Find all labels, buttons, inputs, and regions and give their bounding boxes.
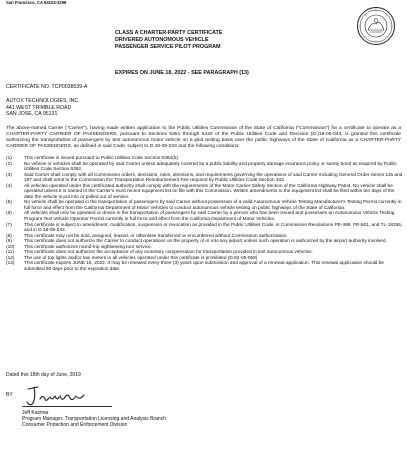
holder-street: 441 WEST TRIMBLE ROAD [6, 104, 72, 111]
signer-block [22, 410, 166, 429]
condition-item [6, 184, 403, 201]
condition-number: (9) [6, 239, 12, 245]
condition-number: (2) [6, 161, 12, 167]
condition-item [6, 162, 403, 173]
condition-text: This certificate may not be sold, assigned, leased, or otherwise transferred or encumbered without Commission authorization. [24, 233, 288, 239]
condition-number: (12) [6, 255, 15, 261]
condition-number: (11) [6, 250, 15, 256]
holder-city: SAN JOSE, CA 95131 [6, 111, 58, 118]
header-line-1: CLASS A CHARTER-PARTY CERTIFICATE [115, 30, 223, 36]
holder-name: AUTOX TECHNOLOGIES, INC. [6, 98, 80, 104]
header-line-3: PASSENGER SERVICE PILOT PROGRAM [115, 43, 221, 50]
condition-number: (4) [6, 183, 12, 189]
condition-item [6, 173, 403, 184]
condition-number: (6) [6, 211, 12, 217]
condition-text: This certificate authorizes round-trip sightseeing tour service. [24, 244, 153, 250]
certificate-number: CERTIFICATE NO. TCP0038539-A [6, 84, 88, 90]
condition-text: No vehicle shall be operated in the transportation of passengers by said Carrier without possession of a valid Autonomous Vehicle Testing Manufacturer's Testing Permit currently in full force and effect from the California Department of Motor Vehicles to conduct autonomous vehicle testing on public highways of the State of California. [24, 200, 402, 211]
condition-text: This certificate expires JUNE 18, 2022. It may be renewed every three (3) years upon submission and approval of a renewal application. This renewal application should be submitted 90 days prior to the expiration date. [24, 261, 385, 272]
signature-line [22, 406, 112, 407]
signer-title: Program Manager, Transportation Licensing and Analysis Branch [22, 416, 166, 423]
dated-line: Dated this 18th day of June, 2019 [6, 372, 81, 378]
condition-text: This certificate does not authorize the Carrier to conduct operations on the property of or into any airport unless such operation is authorized by the airport authority involved. [24, 239, 387, 245]
by-label: BY [6, 392, 13, 398]
condition-item [6, 200, 403, 211]
certificate-header [115, 30, 222, 50]
condition-number: (8) [6, 233, 12, 239]
condition-text: This certificate is issued pursuant to Public Utilities Code Section 5384(b). [24, 156, 180, 161]
condition-number: (10) [6, 244, 15, 250]
signer-name: Jeff Kasmar [22, 410, 49, 416]
intro-paragraph: The above-named Carrier ("Carrier"), having made written application to the Public Utilities Commission of the State of California ("Commission") for a certificate to operate as a CHARTER-PARTY CARRIER OF PASSENGERS, pursuant to Sections 5351 through 5420 of the Public Utilities Code and Decision (D.)18-05-043, is granted this certificate authorizing the transportation of passengers by test autonomous motor vehicle on a pilot testing basis over the public highways of the State of California as a CHARTER-PARTY CARRIER OF PASSENGERS, as defined in said Code, subject to D.18-05-043 and the following conditions: [6, 126, 401, 150]
condition-text: No vehicle or vehicles shall be operated by said Carrier unless adequately covered by a public liability and property damage insurance policy or surety bond as required by Public Utilities Code Section 5392. [24, 161, 397, 173]
condition-number: (5) [6, 200, 12, 206]
condition-number: (7) [6, 222, 12, 228]
state-seal-icon [356, 6, 396, 46]
expiration-notice: EXPIRES ON JUNE 18, 2022 - SEE PARAGRAPH (13) [115, 70, 249, 76]
conditions-list [6, 156, 403, 272]
condition-text: All vehicles operated under this certificated authority shall comply with the requirements of the Motor Carrier Safety Section of the California Highway Patrol. No vehicle shall be operated unless it is named in the Carrier's most recent equipment list on file with this Commission. Written amendments to the equipment list shall be filed within ten days of the date the vehicle is put into or pulled out of service. [24, 183, 395, 200]
condition-text: All vehicles shall only be operated or driven in the transportation of passengers by said Carrier by a person who has been issued and possesses an Autonomous Vehicle Testing Program Test Vehicle Operator Permit currently in full force and effect from the California Department of Motor Vehicles. [24, 211, 395, 223]
condition-number: (3) [6, 172, 12, 178]
signer-division: Consumer Protection and Enforcement Division [22, 422, 128, 429]
condition-item [6, 223, 403, 234]
holder-address-block [6, 98, 80, 118]
header-line-2: DRIVERED AUTONOMOUS VEHICLE [115, 36, 209, 43]
top-address: San Francisco, CA 94102-3298 [6, 0, 67, 5]
condition-number: (13) [6, 261, 15, 267]
condition-text: This certificate does not authorize the acceptance of any monetary compensation for transportation provided in test autonomous vehicles. [24, 250, 313, 256]
condition-text: The use of top lights and/or taxi meters in all vehicles operated under this certificate is prohibited (D.82-05-069) [24, 255, 258, 261]
condition-item [6, 211, 403, 222]
condition-item [6, 261, 403, 272]
condition-number: (1) [6, 156, 12, 161]
condition-text: Said Carrier shall comply with all Commission orders, decisions, rules, directions, and requirements governing the operations of said Carrier including General Order Series 115 and 157 and shall remit to the Commission the Transportation Reimbursement Fee required by Public Utilities Code Section 403. [24, 172, 403, 184]
condition-text: This certificate is subject to amendment, modification, suspension or revocation as provided in the Public Utilities Code, in Commission Resolutions PE-498, PE-501, and TL-18336, and in D.18-05-043. [24, 222, 403, 234]
